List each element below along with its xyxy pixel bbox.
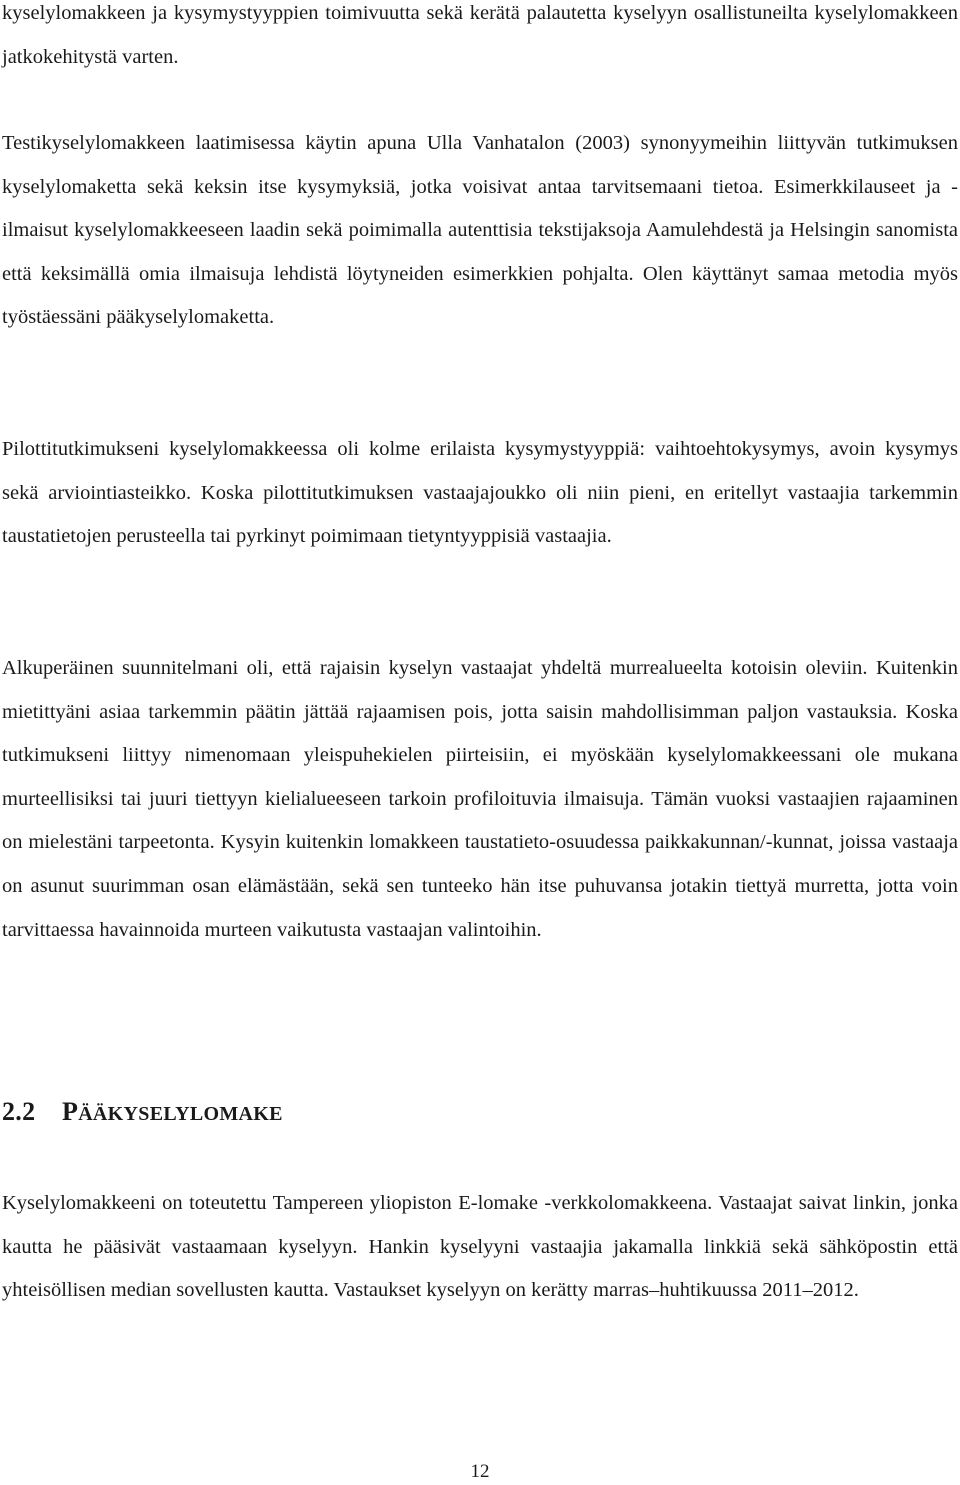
paragraph-respondent-scope: Alkuperäinen suunnitelmani oli, että rajaisin kyselyn vastaajat yhdeltä murrealueelta kotoisin oleviin. Kuitenkin mietittyäni asiaa tarkemmin päätin jättää rajaamisen pois, jotta saisin mahdollisimman paljon vastauksia. Koska tutkimukseni liittyy nimenomaan yleispuhekielen piirteisiin, ei myöskään kyselylomakkeessani ole mukana murteellisiksi tai juuri tiettyyn kielialueeseen tarkoin profiloituvia ilmaisuja. Tämän vuoksi vastaajien rajaaminen on mielestäni tarpeetonta. Kysyin kuitenkin lomakkeen taustatieto-osuudessa paikkakunnan/-kunnat, joissa vastaaja on asunut suurimman osan elämästään, sekä sen tunteeko hän itse puhuvansa jotakin tiettyä murretta, jotta voin tarvittaessa havainnoida murteen vaikutusta vastaajan valintoihin.	[2, 657, 958, 941]
section-title-rest: ÄÄKYSELYLOMAKE	[78, 1103, 283, 1125]
section-heading	[2, 1090, 283, 1136]
section-number: 2.2	[2, 1097, 36, 1126]
section-title	[62, 1097, 283, 1126]
paragraph-continuation: kyselylomakkeen ja kysymystyyppien toimivuutta sekä kerätä palautetta kyselyyn osallistuneilta kyselylomakkeen jatkokehitystä varten.	[2, 2, 958, 68]
section-title-initial: P	[62, 1097, 79, 1126]
paragraph-main-questionnaire: Kyselylomakkeeni on toteutettu Tampereen yliopiston E-lomake -verkkolomakkeena. Vastaajat saivat linkin, jonka kautta he pääsivät vastaamaan kyselyyn. Hankin kyselyyni vastaajia jakamalla linkkiä sekä sähköpostin että yhteisöllisen median sovellusten kautta. Vastaukset kyselyyn on kerätty marras–huhtikuussa 2011–2012.	[2, 1192, 958, 1302]
paragraph-question-types: Pilottitutkimukseni kyselylomakkeessa oli kolme erilaista kysymystyyppiä: vaihtoehtokysymys, avoin kysymys sekä arviointiasteikko. Koska pilottitutkimuksen vastaajajoukko oli niin pieni, en eritellyt vastaajia tarkemmin taustatietojen perusteella tai pyrkinyt poimimaan tietyntyyppisiä vastaajia.	[2, 438, 958, 548]
paragraph-test-questionnaire: Testikyselylomakkeen laatimisessa käytin apuna Ulla Vanhatalon (2003) synonyymeihin liittyvän tutkimuksen kyselylomaketta sekä keksin itse kysymyksiä, jotka voisivat antaa tarvitsemaani tietoa. Esimerkkilauseet ja -ilmaisut kyselylomakkeeseen laadin sekä poimimalla autenttisia tekstijaksoja Aamulehdestä ja Helsingin sanomista että keksimällä omia ilmaisuja lehdistä löytyneiden esimerkkien pohjalta. Olen käyttänyt samaa metodia myös työstäessäni pääkyselylomaketta.	[2, 132, 958, 329]
page-number: 12	[470, 1461, 490, 1482]
